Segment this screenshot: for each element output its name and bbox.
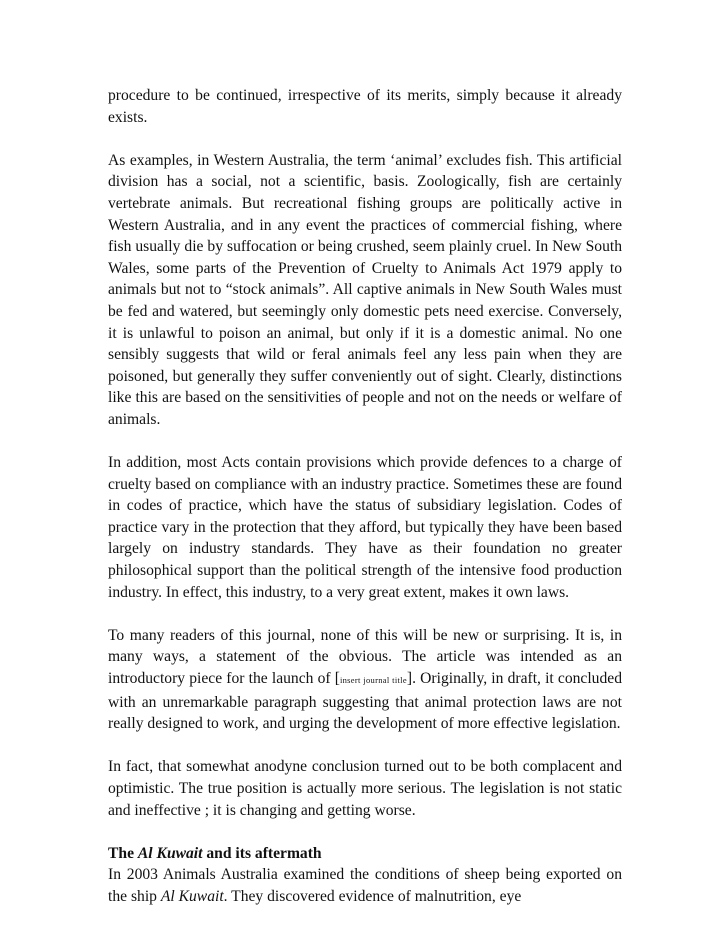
paragraph-examples: As examples, in Western Australia, the term ‘animal’ excludes fish. This artificial division has a social, not a scientific, basis. Zoologically, fish are certainly vertebrate animals. But recreational fishing groups are politically active in Western Australia, and in any event the practices of commercial fishing, where fish usually die by suffocation or being crushed, seem plainly cruel. In New South Wales, some parts of the Prevention of Cruelty to Animals Act 1979 apply to animals but not to “stock animals”. All captive animals in New South Wales must be fed and watered, but seemingly only domestic pets need exercise. Conversely, it is unlawful to poison an animal, but only if it is a domestic animal. No one sensibly suggests that wild or feral animals feel any less pain when they are poisoned, but generally they suffer conveniently out of sight. Clearly, distinctions like this are based on the sensitivities of people and not on the needs or welfare of animals. [108,151,622,428]
document-page [108,85,622,908]
readers-text-start: To many readers of this journal, none of this will be new or surprising. It is, in many ways, a statement of the obvious. The article was intended as an introductory piece for the launch of [ [108,626,622,688]
heading-ship-name: Al Kuwait [137,844,203,862]
al-kuwait-text-start: In 2003 Animals Australia examined the conditions of sheep being exported on the ship [108,866,622,905]
paragraph-al-kuwait [108,864,622,907]
paragraph-readers [108,625,622,735]
paragraph-procedure: procedure to be continued, irrespective of its merits, simply because it already exists. [108,87,622,126]
journal-title-placeholder: insert journal title [339,675,407,686]
paragraph-defences: In addition, most Acts contain provisions which provide defences to a charge of cruelty based on compliance with an industry practice. Sometimes these are found in codes of practice, which have the status of subsidiary legislation. Codes of practice vary in the protection that they afford, but typically they have been based largely on industry standards. They have as their foundation no greater philosophical support than the political strength of the intensive food production industry. In effect, this industry, to a very great extent, makes it own laws. [108,454,622,601]
heading-prefix: The [108,844,138,862]
al-kuwait-text-end: . They discovered evidence of malnutrition, eye [223,887,522,905]
section-heading [108,843,622,865]
readers-text-end: ]. Originally, in draft, it concluded with an unremarkable paragraph suggesting that animal protection laws are not really designed to work, and urging the development of more effective legislation. [108,670,622,733]
heading-suffix: and its aftermath [202,844,322,862]
paragraph-conclusion: In fact, that somewhat anodyne conclusion turned out to be both complacent and optimistic. The true position is actually more serious. The legislation is not static and ineffective ; it is changing and getting worse. [108,758,622,819]
al-kuwait-ship-name: Al Kuwait [160,887,224,905]
